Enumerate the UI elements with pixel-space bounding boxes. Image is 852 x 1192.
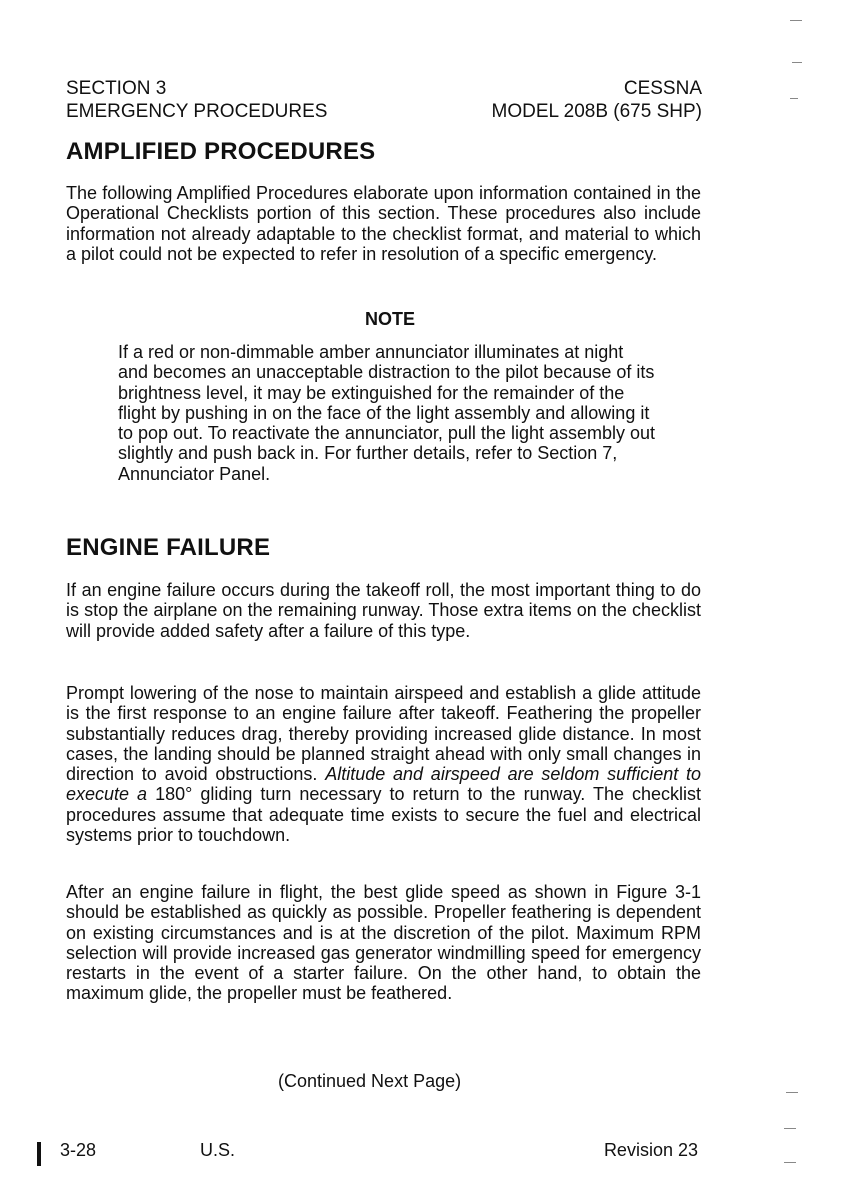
page-number: 3-28: [60, 1140, 97, 1160]
engine-failure-paragraph-1: If an engine failure occurs during the takeoff roll, the most important thing to do is stop the airplane on the remaining runway. Those extra items on the checklist will provide added safety after a failure of this type.: [66, 580, 701, 641]
edge-mark: [786, 1092, 798, 1093]
region-label: U.S.: [200, 1140, 236, 1160]
model-name: MODEL 208B (675 SHP): [491, 101, 702, 122]
edge-mark: [790, 98, 798, 99]
revision-label: Revision 23: [603, 1140, 698, 1160]
engine-failure-paragraph-3: After an engine failure in flight, the best glide speed as shown in Figure 3-1 should be established as quickly as possible. Propeller feathering is dependent on existing circumstances and is at the discretion of the pilot. Maximum RPM selection will provide increased gas generator windmilling speed for emergency restarts in the event of a starter failure. On the other hand, to obtain the maximum glide, the propeller must be feathered.: [66, 882, 701, 1004]
note-title: NOTE: [364, 309, 415, 329]
note-body: If a red or non-dimmable amber annunciator illuminates at night and becomes an unacceptable distraction to the pilot because of its brightness level, it may be extinguished for the remainder of the flight by pushing in on the face of the light assembly and allowing it to pop out. To reactivate the annunciator, pull the light assembly out slightly and push back in. For further details, refer to Section 7, Annunciator Panel.: [118, 342, 656, 484]
section-number: SECTION 3: [66, 78, 167, 99]
amplified-intro-paragraph: The following Amplified Procedures elaborate upon information contained in the Operational Checklists portion of this section. These procedures also include information not already adaptable to the checklist format, and material to which a pilot could not be expected to refer in resolution of a specific emergency.: [66, 183, 701, 264]
engine-failure-heading: ENGINE FAILURE: [66, 534, 271, 561]
edge-mark: [784, 1128, 796, 1129]
edge-mark: [792, 62, 802, 63]
paragraph-2-text: Prompt lowering of the nose to maintain airspeed and establish a glide attitude is the first response to an engine failure after takeoff. Feathering the propeller substantially reduces drag, thereby providing increased glide distance. In most cases, the landing should be planned straight ahead with only small changes in direction to avoid obstructions. Altitude and airspeed are seldom sufficient to execute a 180° gliding turn necessary to return to the runway. The checklist procedures assume that adequate time exists to secure the fuel and electrical systems prior to touchdown.: [66, 683, 701, 846]
revision-bar: [37, 1142, 41, 1166]
manufacturer: CESSNA: [623, 78, 702, 99]
edge-mark: [784, 1162, 796, 1163]
continued-notice: (Continued Next Page): [278, 1071, 462, 1091]
section-title: EMERGENCY PROCEDURES: [66, 101, 328, 122]
scan-edge-marks: [776, 0, 816, 1192]
engine-failure-paragraph-2: [66, 683, 701, 845]
section-header: [66, 77, 327, 123]
model-header: [492, 77, 703, 123]
amplified-procedures-heading: AMPLIFIED PROCEDURES: [66, 138, 376, 165]
edge-mark: [790, 20, 802, 21]
